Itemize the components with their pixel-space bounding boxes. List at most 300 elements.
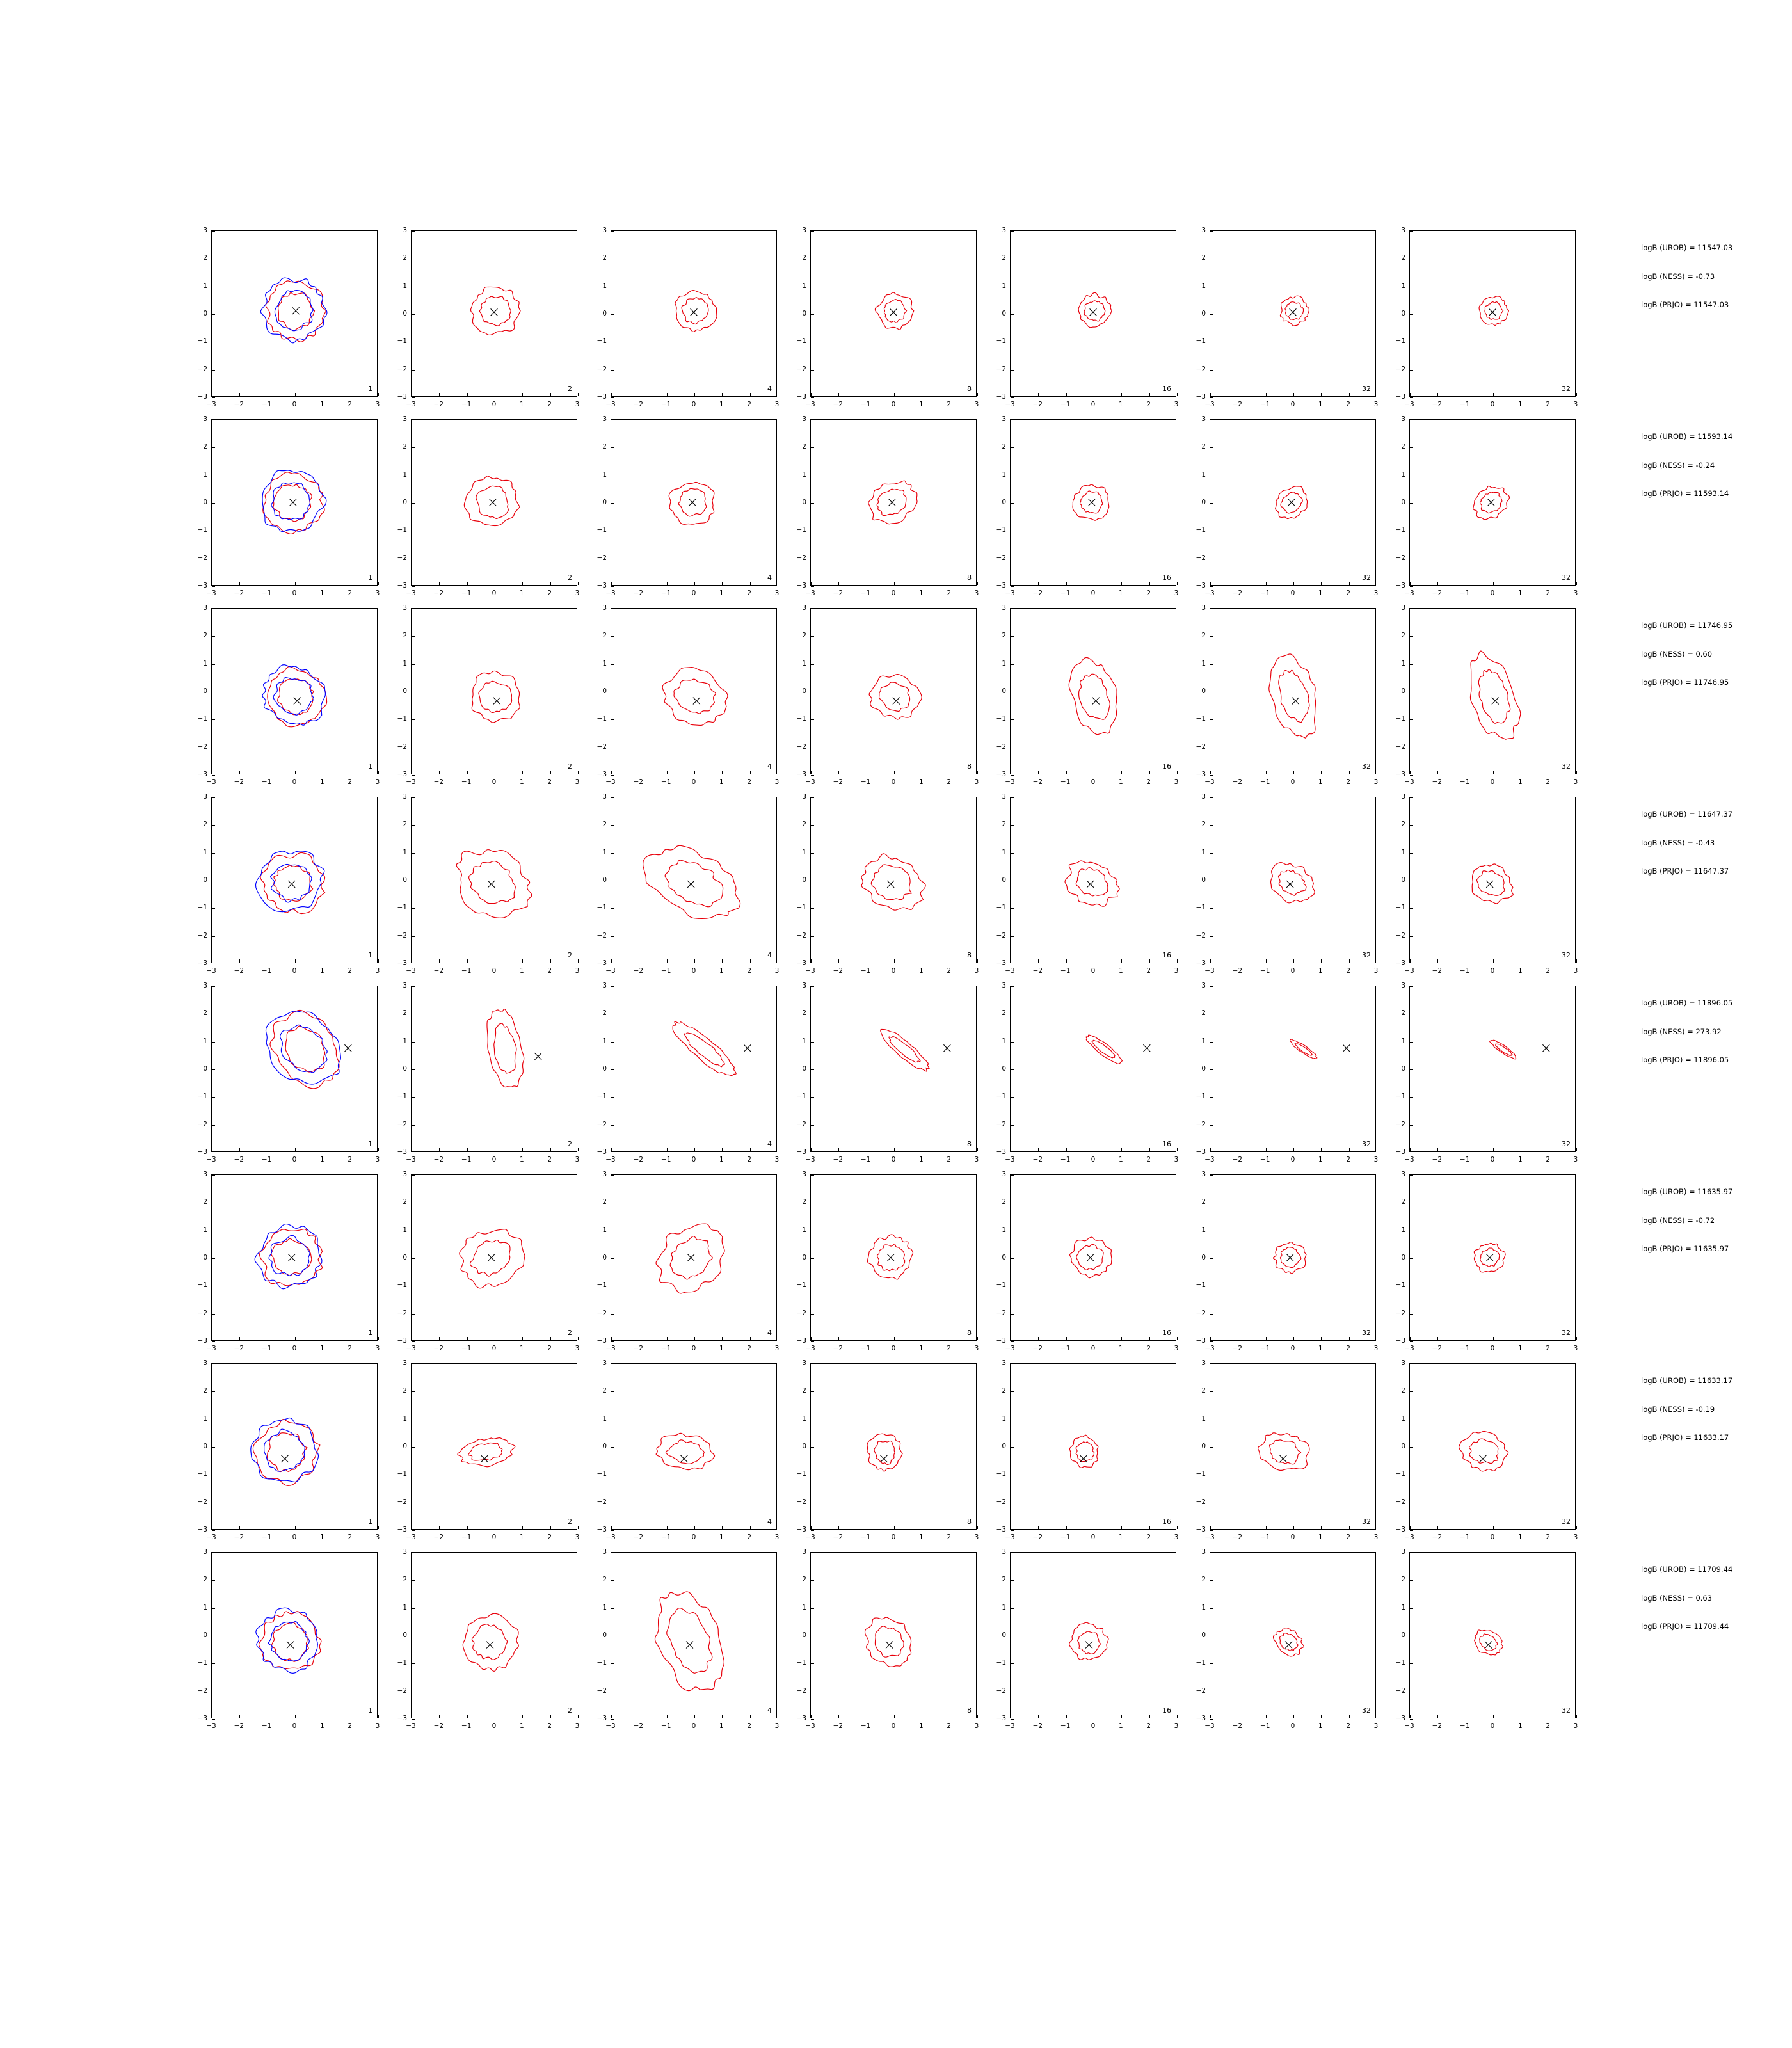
truth-x-marker [1286, 881, 1293, 888]
x-tick-label: 1 [719, 1345, 724, 1352]
x-tick-label: −2 [1432, 1533, 1443, 1541]
contour-plot [611, 986, 776, 1151]
x-tick-label: −3 [206, 1345, 216, 1352]
y-tick-label: 3 [203, 1548, 207, 1556]
x-tick-label: −2 [433, 401, 444, 408]
x-tick-label: 0 [1091, 401, 1096, 408]
x-tick-mark [1576, 1337, 1577, 1340]
x-tick-label: −3 [1204, 1345, 1215, 1352]
y-tick-label: 2 [403, 1576, 407, 1584]
axes-frame [810, 608, 977, 774]
contour-plot [811, 609, 976, 774]
y-tick-label: 0 [802, 1065, 806, 1073]
truth-x-marker [1343, 1044, 1350, 1052]
x-tick-label: −3 [605, 589, 616, 597]
axes-frame [211, 1363, 378, 1530]
truth-x-marker [1542, 1044, 1549, 1052]
posterior-contour [875, 1626, 904, 1657]
contour-plot [412, 231, 577, 396]
x-tick-label: 3 [974, 589, 979, 597]
panel-r5-c1 [397, 1171, 580, 1352]
y-tick-label: −2 [796, 931, 806, 940]
x-tick-label: 3 [974, 1533, 979, 1541]
x-tick-label: −1 [261, 1345, 272, 1352]
x-tick-label: −1 [1260, 1156, 1270, 1164]
panel-corner-label: 4 [767, 1329, 772, 1337]
y-tick-label: −2 [1196, 1686, 1206, 1695]
posterior-contour [469, 861, 516, 904]
y-tick-label: 2 [1201, 443, 1206, 451]
posterior-contour [494, 1023, 516, 1073]
posterior-contour [879, 682, 910, 711]
annotation-line: logB (NESS) = 0.63 [1641, 1593, 1713, 1603]
x-tick-label: 0 [292, 401, 297, 408]
x-tick-label: −2 [833, 1156, 844, 1164]
y-tick-label: −2 [996, 1309, 1006, 1317]
y-tick-label: 2 [1002, 1387, 1006, 1395]
x-tick-mark [1576, 582, 1577, 585]
x-tick-label: −3 [805, 967, 815, 975]
x-tick-label: −1 [660, 401, 671, 408]
reference-contour [255, 1224, 322, 1289]
panel-r7-c6 [1395, 1548, 1578, 1730]
posterior-contour [868, 481, 917, 524]
contour-plot [412, 797, 577, 963]
x-tick-label: −2 [1232, 401, 1243, 408]
x-tick-label: −2 [633, 1345, 644, 1352]
x-tick-label: 0 [1290, 778, 1295, 786]
axes-frame [810, 1363, 977, 1530]
panel-corner-label: 32 [1362, 762, 1371, 771]
y-tick-label: −3 [1196, 393, 1206, 401]
x-tick-label: 3 [375, 589, 380, 597]
x-tick-label: −1 [1060, 1722, 1071, 1730]
y-tick-label: 1 [1002, 848, 1006, 856]
x-tick-label: −2 [1232, 1156, 1243, 1164]
y-tick-label: −3 [197, 959, 207, 967]
axes-frame [411, 1363, 577, 1530]
axes-frame [1409, 797, 1576, 963]
panel-r2-c4 [996, 604, 1179, 786]
y-tick-label: −1 [1395, 1470, 1405, 1478]
x-tick-label: 1 [1318, 1533, 1323, 1541]
truth-x-marker [686, 1642, 693, 1649]
x-tick-mark [1177, 1148, 1178, 1151]
y-tick-label: 0 [602, 1443, 607, 1450]
row-annotations [1641, 433, 1792, 519]
contour-plot [1011, 1553, 1176, 1718]
x-tick-label: −2 [1432, 1722, 1443, 1730]
y-tick-label: 2 [203, 632, 207, 640]
x-tick-label: −2 [234, 1722, 244, 1730]
x-tick-mark [1177, 1337, 1178, 1340]
x-tick-label: 1 [719, 967, 724, 975]
annotation-line: logB (PRJO) = 11547.03 [1641, 300, 1729, 309]
x-tick-label: −1 [261, 1533, 272, 1541]
panel-r1-c0 [197, 415, 380, 597]
y-tick-label: −3 [796, 771, 806, 778]
y-tick-label: −1 [397, 1092, 407, 1101]
posterior-contour [487, 1009, 524, 1087]
y-tick-label: 1 [802, 659, 806, 668]
y-tick-mark [1210, 397, 1213, 398]
y-tick-mark [212, 1530, 215, 1531]
y-tick-mark [1210, 775, 1213, 776]
y-tick-label: 3 [403, 1359, 407, 1367]
x-tick-label: 0 [1091, 1533, 1096, 1541]
x-tick-label: −2 [1232, 1345, 1243, 1352]
x-tick-label: 2 [1546, 589, 1550, 597]
y-tick-label: −3 [796, 1715, 806, 1722]
y-tick-label: −2 [1196, 1309, 1206, 1317]
panel-corner-label: 8 [967, 385, 972, 393]
panel-corner-label: 16 [1162, 1706, 1171, 1715]
y-tick-label: −3 [397, 1337, 407, 1345]
x-tick-label: −3 [206, 778, 216, 786]
posterior-contour [472, 1624, 507, 1660]
x-tick-label: −1 [860, 1533, 871, 1541]
y-tick-label: 1 [403, 1226, 407, 1234]
x-tick-label: 3 [375, 1533, 380, 1541]
x-tick-label: 3 [774, 401, 780, 408]
y-tick-label: 0 [602, 310, 607, 317]
y-tick-label: 3 [203, 604, 207, 612]
y-tick-label: 2 [1201, 1576, 1206, 1584]
axes-frame [411, 797, 577, 963]
axes-frame [611, 986, 777, 1152]
y-tick-label: −3 [996, 1148, 1006, 1156]
y-tick-label: −3 [1196, 1715, 1206, 1722]
y-tick-label: −2 [397, 1686, 407, 1695]
x-tick-label: −2 [1232, 1533, 1243, 1541]
y-tick-label: 3 [602, 982, 607, 989]
y-tick-label: 0 [403, 687, 407, 695]
x-tick-label: −2 [234, 778, 244, 786]
y-tick-label: 1 [1002, 1037, 1006, 1045]
y-tick-label: −1 [397, 1470, 407, 1478]
posterior-contour [1079, 674, 1110, 719]
x-tick-label: 3 [1373, 1722, 1379, 1730]
panel-corner-label: 2 [568, 762, 572, 771]
y-tick-label: 1 [1401, 282, 1405, 290]
annotation-line: logB (UROB) = 11746.95 [1641, 621, 1733, 630]
contour-plot [212, 1553, 377, 1718]
x-tick-label: −1 [461, 1156, 472, 1164]
x-tick-label: 3 [375, 1156, 380, 1164]
y-tick-label: −1 [796, 904, 806, 912]
axes-frame [1409, 608, 1576, 774]
axes-frame [211, 1174, 378, 1341]
y-tick-label: −2 [796, 1309, 806, 1317]
panel-r5-c5 [1196, 1171, 1379, 1352]
axes-frame [1010, 419, 1176, 586]
y-tick-label: 2 [802, 820, 806, 829]
y-tick-label: −3 [1196, 582, 1206, 589]
panel-r1-c6 [1395, 415, 1578, 597]
y-tick-label: −3 [596, 393, 607, 401]
truth-x-marker [1286, 1254, 1293, 1261]
y-tick-label: −3 [996, 1715, 1006, 1722]
x-tick-label: 2 [947, 401, 951, 408]
truth-x-marker [281, 1455, 288, 1462]
posterior-contour [470, 1240, 510, 1276]
axes-frame [411, 230, 577, 397]
x-tick-mark [378, 1148, 379, 1151]
x-tick-label: 2 [947, 778, 951, 786]
annotation-line: logB (NESS) = 0.60 [1641, 649, 1713, 659]
y-tick-label: 1 [1002, 470, 1006, 479]
axes-frame [211, 230, 378, 397]
x-tick-label: 0 [1490, 1156, 1495, 1164]
x-tick-label: −3 [206, 1722, 216, 1730]
y-tick-mark [611, 397, 614, 398]
y-tick-label: 2 [802, 443, 806, 451]
x-tick-mark [1177, 582, 1178, 585]
posterior-contour [1258, 1433, 1309, 1471]
y-tick-label: 0 [1201, 1065, 1206, 1073]
contour-plot [412, 609, 577, 774]
x-tick-label: 2 [348, 778, 352, 786]
x-tick-label: −2 [1432, 401, 1443, 408]
panel-r3-c3 [796, 793, 979, 975]
x-tick-label: 2 [1146, 1533, 1151, 1541]
y-tick-label: 1 [1002, 1414, 1006, 1423]
truth-x-marker [1487, 499, 1494, 506]
x-tick-label: 0 [1490, 1722, 1495, 1730]
y-tick-mark [412, 586, 415, 587]
y-tick-label: 0 [1201, 687, 1206, 695]
x-tick-label: −3 [1005, 589, 1015, 597]
y-tick-label: 1 [1401, 470, 1405, 479]
x-tick-label: 2 [747, 967, 751, 975]
x-tick-label: −3 [1204, 1156, 1215, 1164]
y-tick-label: 2 [203, 443, 207, 451]
y-tick-label: −2 [596, 365, 607, 373]
x-tick-mark [1576, 959, 1577, 963]
x-tick-label: 3 [974, 967, 979, 975]
x-tick-label: −3 [1204, 778, 1215, 786]
contour-plot [412, 1175, 577, 1340]
y-tick-label: 1 [602, 282, 607, 290]
x-tick-label: −2 [1432, 967, 1443, 975]
y-tick-label: 2 [1002, 1576, 1006, 1584]
panel-row-2 [197, 604, 1792, 797]
y-tick-label: −1 [996, 1092, 1006, 1101]
posterior-contour [1069, 1435, 1098, 1468]
x-tick-label: −3 [805, 1156, 815, 1164]
x-tick-mark [1576, 1148, 1577, 1151]
y-tick-label: 1 [403, 1037, 407, 1045]
axes-frame [411, 608, 577, 774]
x-tick-label: 0 [492, 967, 497, 975]
panel-corner-label: 1 [368, 1140, 372, 1148]
y-tick-label: −1 [796, 1470, 806, 1478]
x-tick-label: −1 [461, 589, 472, 597]
x-tick-label: −3 [1005, 778, 1015, 786]
panel-corner-label: 32 [1562, 1329, 1571, 1337]
y-tick-label: 1 [1401, 1414, 1405, 1423]
x-tick-label: −3 [406, 1722, 416, 1730]
y-tick-mark [611, 1530, 614, 1531]
x-tick-label: −1 [660, 1156, 671, 1164]
x-tick-label: −3 [206, 1156, 216, 1164]
y-tick-label: 0 [1002, 1254, 1006, 1261]
x-tick-label: −2 [633, 967, 644, 975]
x-tick-label: 3 [575, 1345, 580, 1352]
reference-contour [260, 278, 327, 343]
x-tick-label: 3 [1373, 967, 1379, 975]
x-tick-label: −1 [860, 1722, 871, 1730]
panel-r1-c1 [397, 415, 580, 597]
row-annotations [1641, 1188, 1792, 1274]
axes-frame [1010, 1363, 1176, 1530]
x-tick-mark [977, 1337, 978, 1340]
x-tick-label: −2 [833, 1533, 844, 1541]
contour-plot [212, 1364, 377, 1529]
y-tick-label: 0 [403, 876, 407, 884]
y-tick-label: 1 [1002, 659, 1006, 668]
y-tick-label: −2 [397, 1498, 407, 1506]
x-tick-label: 1 [519, 1345, 524, 1352]
x-tick-label: 2 [1546, 1345, 1550, 1352]
x-tick-label: 0 [492, 1533, 497, 1541]
x-tick-label: −1 [1260, 967, 1270, 975]
x-tick-mark [977, 582, 978, 585]
panel-corner-label: 32 [1562, 1706, 1571, 1715]
posterior-contour [1069, 658, 1117, 735]
x-tick-label: −2 [433, 1533, 444, 1541]
y-tick-label: −2 [996, 931, 1006, 940]
panel-corner-label: 8 [967, 762, 972, 771]
y-tick-label: 1 [1201, 470, 1206, 479]
y-tick-label: 2 [1401, 1576, 1405, 1584]
y-tick-label: 3 [1002, 415, 1006, 423]
panel-r2-c2 [596, 604, 780, 786]
contour-plot [1011, 1364, 1176, 1529]
truth-x-marker [893, 698, 900, 705]
contour-plot [611, 1553, 776, 1718]
panel-r4-c0 [197, 982, 380, 1164]
y-tick-label: 3 [602, 604, 607, 612]
panel-r4-c3 [796, 982, 979, 1164]
panel-r5-c4 [996, 1171, 1179, 1352]
x-tick-label: −1 [1060, 1533, 1071, 1541]
x-tick-label: 0 [292, 778, 297, 786]
axes-frame [1210, 986, 1376, 1152]
truth-x-marker [493, 698, 500, 705]
panel-corner-label: 32 [1362, 1517, 1371, 1526]
x-tick-label: −1 [261, 401, 272, 408]
x-tick-label: 3 [1373, 401, 1379, 408]
x-tick-label: 2 [1346, 1722, 1350, 1730]
x-tick-label: 0 [891, 1533, 896, 1541]
truth-x-marker [689, 499, 696, 506]
x-tick-label: −2 [833, 589, 844, 597]
contour-plot [811, 986, 976, 1151]
panel-r2-c5 [1196, 604, 1379, 786]
x-tick-label: 0 [292, 589, 297, 597]
y-tick-label: −2 [197, 1309, 207, 1317]
x-tick-label: 3 [974, 401, 979, 408]
x-tick-label: 3 [1573, 401, 1578, 408]
truth-x-marker [1085, 1642, 1092, 1649]
y-tick-label: −3 [596, 582, 607, 589]
x-tick-label: 1 [1118, 778, 1123, 786]
y-tick-label: 1 [602, 1603, 607, 1612]
x-tick-label: 1 [319, 1156, 324, 1164]
panel-r6-c2 [596, 1359, 780, 1541]
x-tick-label: 1 [1517, 967, 1523, 975]
y-tick-label: 0 [802, 1631, 806, 1639]
panel-r3-c1 [397, 793, 580, 975]
x-tick-label: 3 [774, 589, 780, 597]
y-tick-label: −1 [397, 1659, 407, 1667]
y-tick-label: 3 [802, 793, 806, 801]
axes-frame [810, 797, 977, 963]
y-tick-label: −3 [1395, 1715, 1405, 1722]
y-tick-label: 3 [1002, 604, 1006, 612]
x-tick-label: 3 [1174, 401, 1179, 408]
x-tick-label: 1 [1517, 778, 1523, 786]
x-tick-label: 1 [1517, 401, 1523, 408]
posterior-contour [1076, 1442, 1094, 1462]
contour-plot [1011, 797, 1176, 963]
x-tick-label: 3 [774, 1722, 780, 1730]
panel-corner-label: 4 [767, 1517, 772, 1526]
y-tick-label: −1 [996, 337, 1006, 346]
x-tick-label: −3 [605, 1156, 616, 1164]
y-tick-label: 1 [1201, 1226, 1206, 1234]
panel-corner-label: 8 [967, 1140, 972, 1148]
x-tick-label: −1 [660, 778, 671, 786]
x-tick-label: −3 [805, 1533, 815, 1541]
x-tick-label: 1 [719, 1533, 724, 1541]
truth-x-marker [288, 1254, 295, 1261]
y-tick-label: −2 [397, 1120, 407, 1128]
y-tick-mark [611, 586, 614, 587]
x-tick-label: −3 [805, 1722, 815, 1730]
y-tick-label: 0 [1401, 687, 1405, 695]
x-tick-label: 1 [719, 1156, 724, 1164]
x-tick-label: 1 [519, 1722, 524, 1730]
y-tick-label: −3 [596, 1337, 607, 1345]
y-tick-label: −2 [596, 1309, 607, 1317]
x-tick-label: 2 [947, 967, 951, 975]
y-tick-label: −2 [1196, 1498, 1206, 1506]
x-tick-label: −1 [461, 967, 472, 975]
x-tick-mark [378, 771, 379, 774]
x-tick-label: −3 [805, 589, 815, 597]
x-tick-label: 3 [1174, 1345, 1179, 1352]
x-tick-label: −1 [1459, 967, 1470, 975]
x-tick-label: 2 [747, 1722, 751, 1730]
truth-x-marker [489, 499, 496, 506]
y-tick-label: −1 [596, 1281, 607, 1290]
x-tick-label: −2 [1232, 778, 1243, 786]
truth-x-marker [680, 1455, 687, 1462]
x-tick-label: 0 [891, 401, 896, 408]
axes-frame [810, 230, 977, 397]
y-tick-label: 3 [1201, 793, 1206, 801]
x-tick-label: −1 [660, 589, 671, 597]
x-tick-label: −2 [234, 967, 244, 975]
y-tick-label: −1 [197, 1281, 207, 1290]
contour-plot [811, 1364, 976, 1529]
y-tick-label: 3 [1002, 1548, 1006, 1556]
annotation-line: logB (PRJO) = 11593.14 [1641, 489, 1729, 498]
x-tick-label: −1 [860, 778, 871, 786]
x-tick-label: 2 [1146, 1345, 1151, 1352]
